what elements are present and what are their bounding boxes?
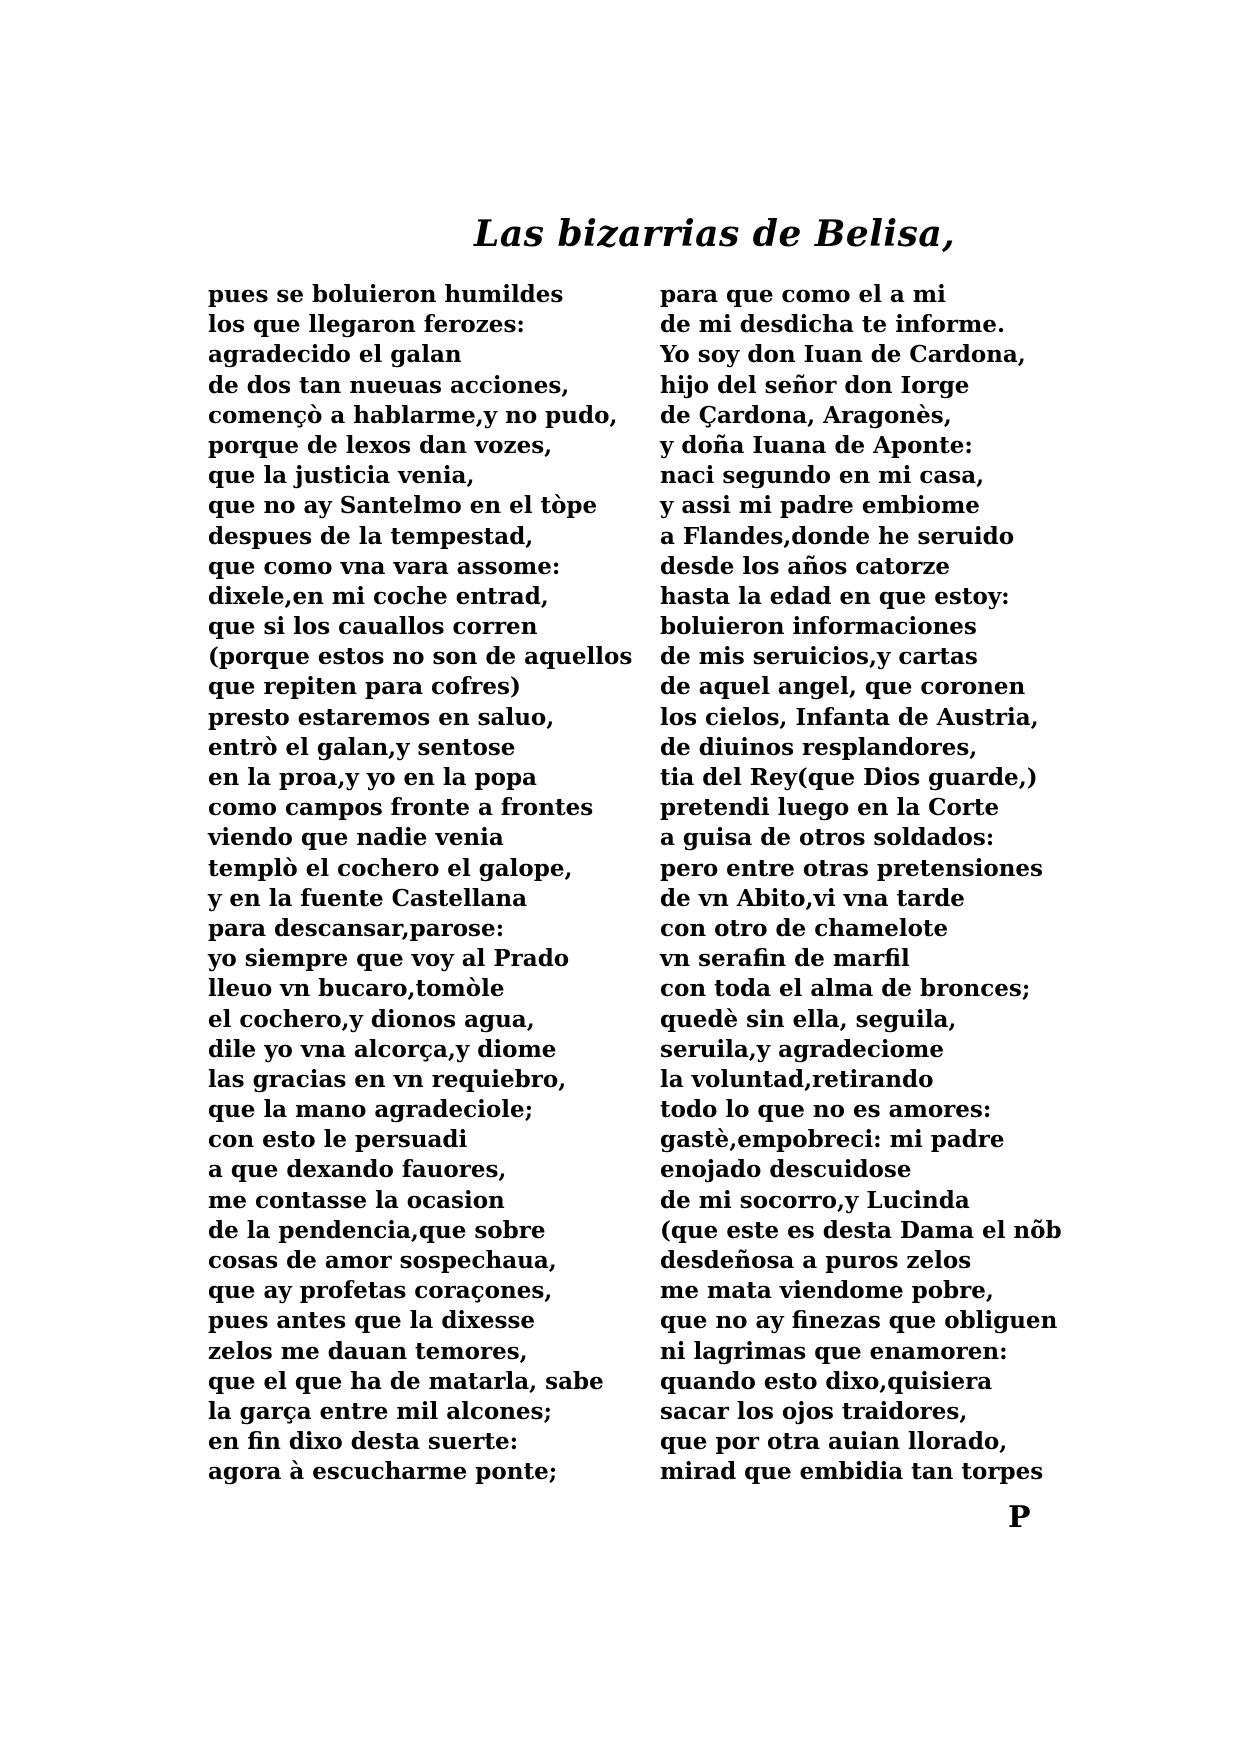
verse-line: de Çardona, Aragonès, xyxy=(660,401,952,429)
verse-line: y assi mi padre embiome xyxy=(660,492,980,520)
verse-line: vn serafin de marfil xyxy=(660,945,910,973)
verse-line: boluieron informaciones xyxy=(660,613,977,641)
verse-line: desdeñosa a puros zelos xyxy=(660,1247,972,1274)
verse-line: entrò el galan,y sentose xyxy=(208,733,516,761)
verse-line: pretendi luego en la Corte xyxy=(660,794,1000,822)
verse-line: para descansar,parose: xyxy=(208,914,505,942)
verse-line: dile yo vna alcorça,y diome xyxy=(208,1035,557,1063)
verse-line: a Flandes,donde he seruido xyxy=(660,522,1015,550)
verse-line: a que dexando fauores, xyxy=(208,1156,507,1184)
verse-line: los cielos, Infanta de Austria, xyxy=(660,703,1039,731)
verse-line: despues de la tempestad, xyxy=(208,522,534,550)
verse-line: Yo soy don Iuan de Cardona, xyxy=(660,341,1026,369)
verse-line: que por otra auian llorado, xyxy=(660,1428,1008,1456)
verse-line: de la pendencia,que sobre xyxy=(208,1216,546,1244)
verse-line: me contasse la ocasion xyxy=(208,1186,505,1214)
verse-line: lleuo vn bucaro,tomòle xyxy=(208,975,505,1003)
verse-line: y en la fuente Castellana xyxy=(208,884,528,912)
verse-line: de dos tan nueuas acciones, xyxy=(208,371,570,399)
verse-line: que no ay Santelmo en el tòpe xyxy=(208,492,598,520)
verse-line: que como vna vara assome: xyxy=(208,552,561,580)
verse-line: zelos me dauan temores, xyxy=(208,1337,528,1365)
verse-line: quedè sin ella, seguila, xyxy=(660,1005,957,1033)
verse-line: sacar los ojos traidores, xyxy=(660,1397,968,1425)
verse-line: ni lagrimas que enamoren: xyxy=(660,1337,1008,1365)
verse-line: hijo del señor don Iorge xyxy=(660,371,970,399)
verse-line: naci segundo en mi casa, xyxy=(660,462,985,490)
verse-line: a guisa de otros soldados: xyxy=(660,824,995,852)
verse-line: (que este es desta Dama el nõb xyxy=(660,1216,1062,1244)
verse-line: mirad que embidia tan torpes xyxy=(660,1458,1044,1486)
verse-line: de vn Abito,vi vna tarde xyxy=(660,884,965,912)
verse-line: me mata viendome pobre, xyxy=(660,1277,994,1305)
verse-line: que la mano agradeciole; xyxy=(208,1096,534,1124)
verse-line: en fin dixo desta suerte: xyxy=(208,1428,519,1456)
verse-line: con otro de chamelote xyxy=(660,914,949,942)
verse-line: presto estaremos en saluo, xyxy=(208,703,555,731)
verse-line: gastè,empobreci: mi padre xyxy=(660,1126,1005,1154)
verse-line: dixele,en mi coche entrad, xyxy=(208,582,549,610)
verse-line: las gracias en vn requiebro, xyxy=(208,1065,567,1093)
verse-line: en la proa,y yo en la popa xyxy=(208,764,537,791)
verse-line: todo lo que no es amores: xyxy=(660,1096,992,1124)
verse-line: con esto le persuadi xyxy=(208,1126,468,1154)
verse-line: viendo que nadie venia xyxy=(208,824,504,852)
verse-line: de mis seruicios,y cartas xyxy=(660,643,978,671)
verse-line: de mi socorro,y Lucinda xyxy=(660,1186,970,1214)
verse-line: la voluntad,retirando xyxy=(660,1065,934,1093)
verse-line: de aquel angel, que coronen xyxy=(660,673,1026,701)
verse-line: pues antes que la dixesse xyxy=(208,1307,536,1335)
verse-line: que la justicia venia, xyxy=(208,462,475,490)
verse-line: que repiten para cofres) xyxy=(208,673,521,701)
verse-line: que ay profetas coraçones, xyxy=(208,1277,553,1305)
verse-line: con toda el alma de bronces; xyxy=(660,975,1031,1003)
verse-line: començò a hablarme,y no pudo, xyxy=(208,401,618,429)
verse-line: que si los cauallos corren xyxy=(208,613,538,641)
verse-line: agradecido el galan xyxy=(208,341,462,369)
verse-line: quando esto dixo,quisiera xyxy=(660,1367,993,1395)
running-head: Las bizarrias de Belisa, xyxy=(474,213,956,255)
verse-line: y doña Iuana de Aponte: xyxy=(660,431,973,459)
verse-line: de mi desdicha te informe. xyxy=(660,311,1005,339)
verse-line: tia del Rey(que Dios guarde,) xyxy=(660,764,1038,791)
verse-line: que no ay finezas que obliguen xyxy=(660,1307,1058,1335)
verse-line: que el que ha de matarla, sabe xyxy=(208,1367,604,1395)
verse-line: porque de lexos dan vozes, xyxy=(208,431,553,459)
verse-line: templò el cochero el galope, xyxy=(208,854,573,882)
verse-line: para que como el a mi xyxy=(660,281,946,308)
right-verse-column xyxy=(660,280,1062,1488)
signature-mark: P xyxy=(1008,1500,1031,1535)
verse-line: (porque estos no son de aquellos xyxy=(208,643,633,671)
verse-line: como campos fronte a frontes xyxy=(208,794,594,822)
verse-line: los que llegaron ferozes: xyxy=(208,311,525,339)
verse-line: yo siempre que voy al Prado xyxy=(208,945,570,973)
verse-line: pues se boluieron humildes xyxy=(208,281,564,308)
verse-line: enojado descuidose xyxy=(660,1156,912,1184)
verse-line: desde los años catorze xyxy=(660,552,951,580)
verse-line: hasta la edad en que estoy: xyxy=(660,582,1010,610)
verse-line: el cochero,y dionos agua, xyxy=(208,1005,535,1033)
verse-line: de diuinos resplandores, xyxy=(660,733,978,761)
verse-line: la garça entre mil alcones; xyxy=(208,1397,553,1425)
verse-line: cosas de amor sospechaua, xyxy=(208,1247,557,1274)
verse-line: agora à escucharme ponte; xyxy=(208,1458,558,1486)
verse-line: pero entre otras pretensiones xyxy=(660,854,1044,882)
left-verse-column xyxy=(208,280,633,1488)
verse-line: seruila,y agradeciome xyxy=(660,1035,944,1063)
